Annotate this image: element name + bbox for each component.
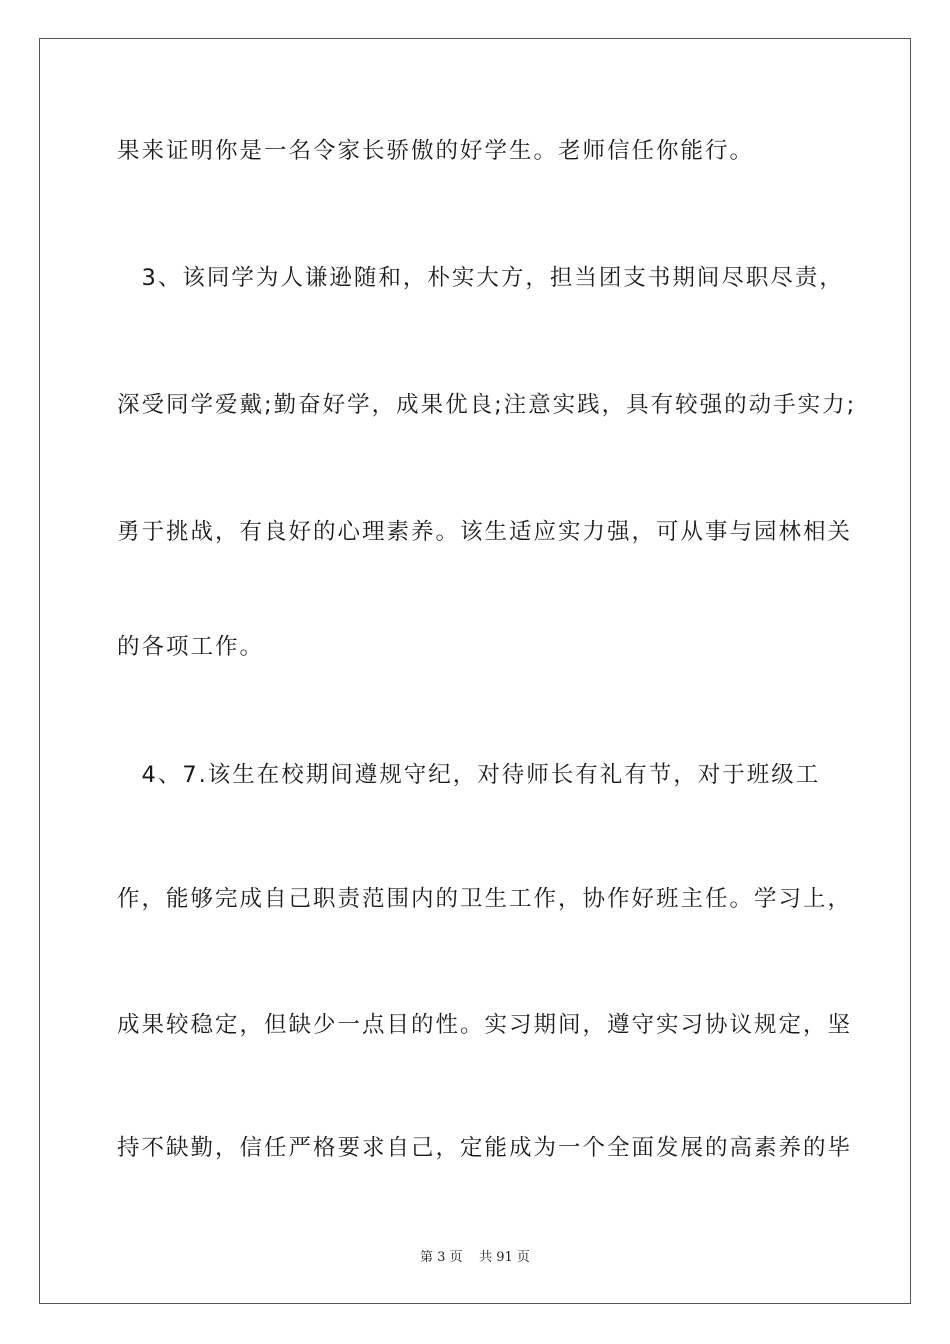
total-pages: 共 91 页 bbox=[479, 1250, 530, 1265]
body-line-7: 作，能够完成自己职责范围内的卫生工作，协作好班主任。学习上， bbox=[117, 886, 853, 912]
body-line-8: 成果较稳定，但缺少一点目的性。实习期间，遵守实习协议规定，坚 bbox=[117, 1012, 853, 1038]
body-line-9: 持不缺勤，信任严格要求自己，定能成为一个全面发展的高素养的毕 bbox=[117, 1135, 853, 1161]
page-border bbox=[39, 38, 911, 1304]
body-line-3: 深受同学爱戴;勤奋好学，成果优良;注意实践，具有较强的动手实力; bbox=[117, 392, 857, 418]
body-line-1: 果来证明你是一名令家长骄傲的好学生。老师信任你能行。 bbox=[117, 138, 755, 164]
body-line-6: 4、7.该生在校期间遵规守纪，对待师长有礼有节，对于班级工 bbox=[117, 762, 821, 788]
body-line-5: 的各项工作。 bbox=[117, 634, 265, 660]
page-number: 第 3 页 bbox=[420, 1250, 463, 1265]
page-footer bbox=[0, 1246, 950, 1265]
body-line-4: 勇于挑战，有良好的心理素养。该生适应实力强，可从事与园林相关 bbox=[117, 519, 853, 545]
body-line-2: 3、该同学为人谦逊随和，朴实大方，担当团支书期间尽职尽责， bbox=[117, 265, 844, 291]
